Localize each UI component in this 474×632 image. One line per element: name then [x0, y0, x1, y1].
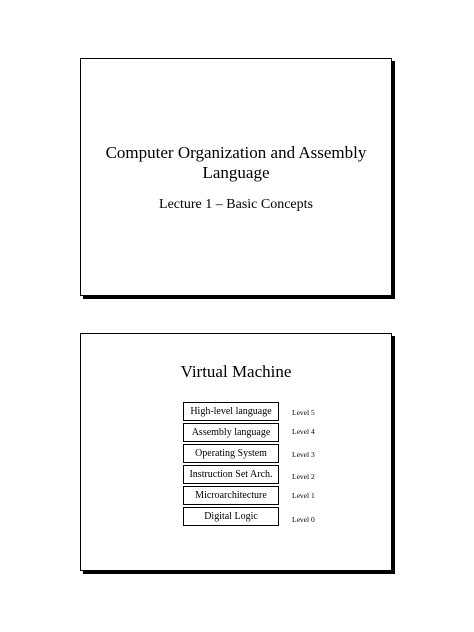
title-slide	[80, 58, 392, 296]
slide-title	[81, 143, 391, 183]
level-label: Level 3	[292, 450, 315, 459]
slide-title: Virtual Machine	[180, 362, 292, 381]
level-label: Level 1	[292, 491, 315, 500]
slide-title-line2: Language	[202, 163, 270, 182]
level-box: Digital Logic	[183, 507, 279, 526]
slide-title-line1: Computer Organization and Assembly	[105, 143, 367, 162]
level-stack	[183, 402, 279, 528]
level-box: Microarchitecture	[183, 486, 279, 505]
level-box: High-level language	[183, 402, 279, 421]
level-box: Instruction Set Arch.	[183, 465, 279, 484]
level-box: Operating System	[183, 444, 279, 463]
level-box: Assembly language	[183, 423, 279, 442]
level-label: Level 5	[292, 408, 315, 417]
level-label: Level 4	[292, 427, 315, 436]
level-label: Level 2	[292, 472, 315, 481]
virtual-machine-slide	[80, 333, 392, 571]
slide-subtitle: Lecture 1 – Basic Concepts	[159, 197, 313, 212]
level-label: Level 0	[292, 515, 315, 524]
